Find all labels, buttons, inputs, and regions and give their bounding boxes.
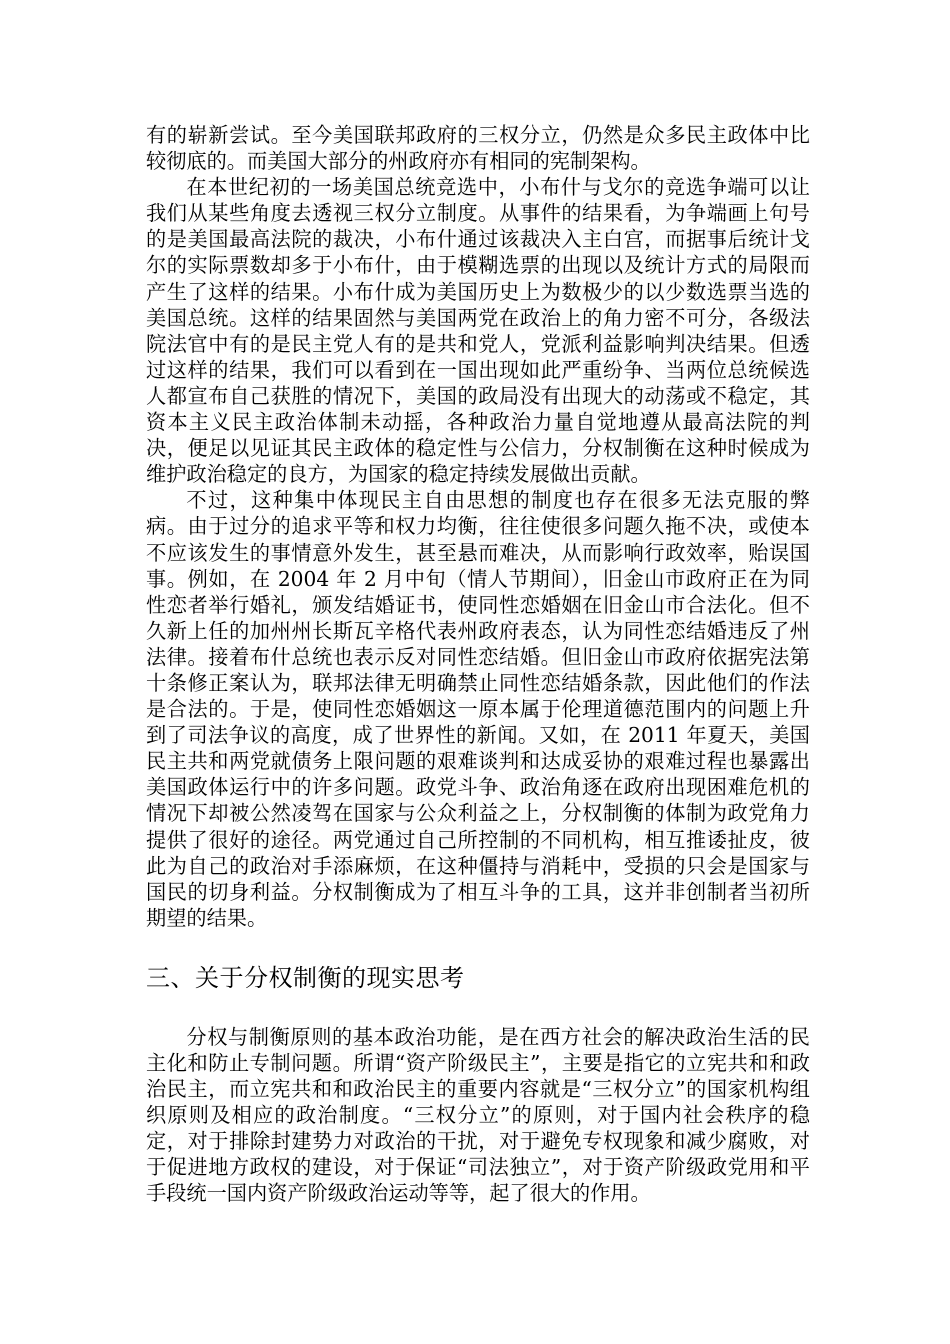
paragraph-election-case: 在本世纪初的一场美国总统竞选中，小布什与戈尔的竞选争端可以让我们从某些角度去透视三权分立制度。从事件的结果看，为争端画上句号的是美国最高法院的裁决，小布什通过该裁决入主白宫，而据事后统计戈尔的实际票数却多于小布什，由于模糊选票的出现以及统计方式的局限而产生了这样的结果。小布什成为美国历史上为数极少的以少数选票当选的美国总统。这样的结果固然与美国两党在政治上的角力密不可分，各级法院法官中有的是民主党人有的是共和党人，党派利益影响判决结果。但透过这样的结果，我们可以看到在一国出现如此严重纷争、当两位总统候选人都宣布自己获胜的情况下，美国的政局没有出现大的动荡或不稳定，其资本主义民主政治体制未动摇，各种政治力量自觉地遵从最高法院的判决，便足以见证其民主政体的稳定性与公信力，分权制衡在这种时候成为维护政治稳定的良方，为国家的稳定持续发展做出贡献。: [146, 175, 810, 487]
paragraph-section-three: 分权与制衡原则的基本政治功能，是在西方社会的解决政治生活的民主化和防止专制问题。所谓“资产阶级民主”，主要是指它的立宪共和和政治民主，而立宪共和和政治民主的重要内容就是“三权分立”的国家机构组织原则及相应的政治制度。“三权分立”的原则，对于国内社会秩序的稳定，对于排除封建势力对政治的干扰，对于避免专权现象和减少腐败，对于促进地方政权的建设，对于保证“司法独立”，对于资产阶级政党用和平手段统一国内资产阶级政治运动等等，起了很大的作用。: [146, 1024, 810, 1206]
paragraph-drawbacks: 不过，这种集中体现民主自由思想的制度也存在很多无法克服的弊病。由于过分的追求平等和权力均衡，往往使很多问题久拖不决，或使本不应该发生的事情意外发生，甚至悬而难决，从而影响行政效率，贻误国事。例如，在 2004 年 2 月中旬（情人节期间），旧金山市政府正在为同性恋者举行婚礼，颁发结婚证书，使同性恋婚姻在旧金山市合法化。但不久新上任的加州州长斯瓦辛格代表州政府表态，认为同性恋结婚违反了州法律。接着布什总统也表示反对同性恋结婚。但旧金山市政府依据宪法第十条修正案认为，联邦法律无明确禁止同性恋结婚条款，因此他们的作法是合法的。于是，使同性恋婚姻这一原本属于伦理道德范围内的问题上升到了司法争议的高度，成了世界性的新闻。又如，在 2011 年夏天，美国民主共和两党就债务上限问题的艰难谈判和达成妥协的艰难过程也暴露出美国政体运行中的许多问题。政党斗争、政治角逐在政府出现困难危机的情况下却被公然凌驾在国家与公众利益之上，分权制衡的体制为政党角力提供了很好的途径。两党通过自己所控制的不同机构，相互推诿扯皮，彼此为自己的政治对手添麻烦，在这种僵持与消耗中，受损的只会是国家与国民的切身利益。分权制衡成为了相互斗争的工具，这并非创制者当初所期望的结果。: [146, 488, 810, 930]
section-heading: 三、关于分权制衡的现实思考: [146, 963, 465, 992]
document-body: [146, 122, 810, 1207]
paragraph-continuation: 有的崭新尝试。至今美国联邦政府的三权分立，仍然是众多民主政体中比较彻底的。而美国大部分的州政府亦有相同的宪制架构。: [146, 123, 810, 174]
